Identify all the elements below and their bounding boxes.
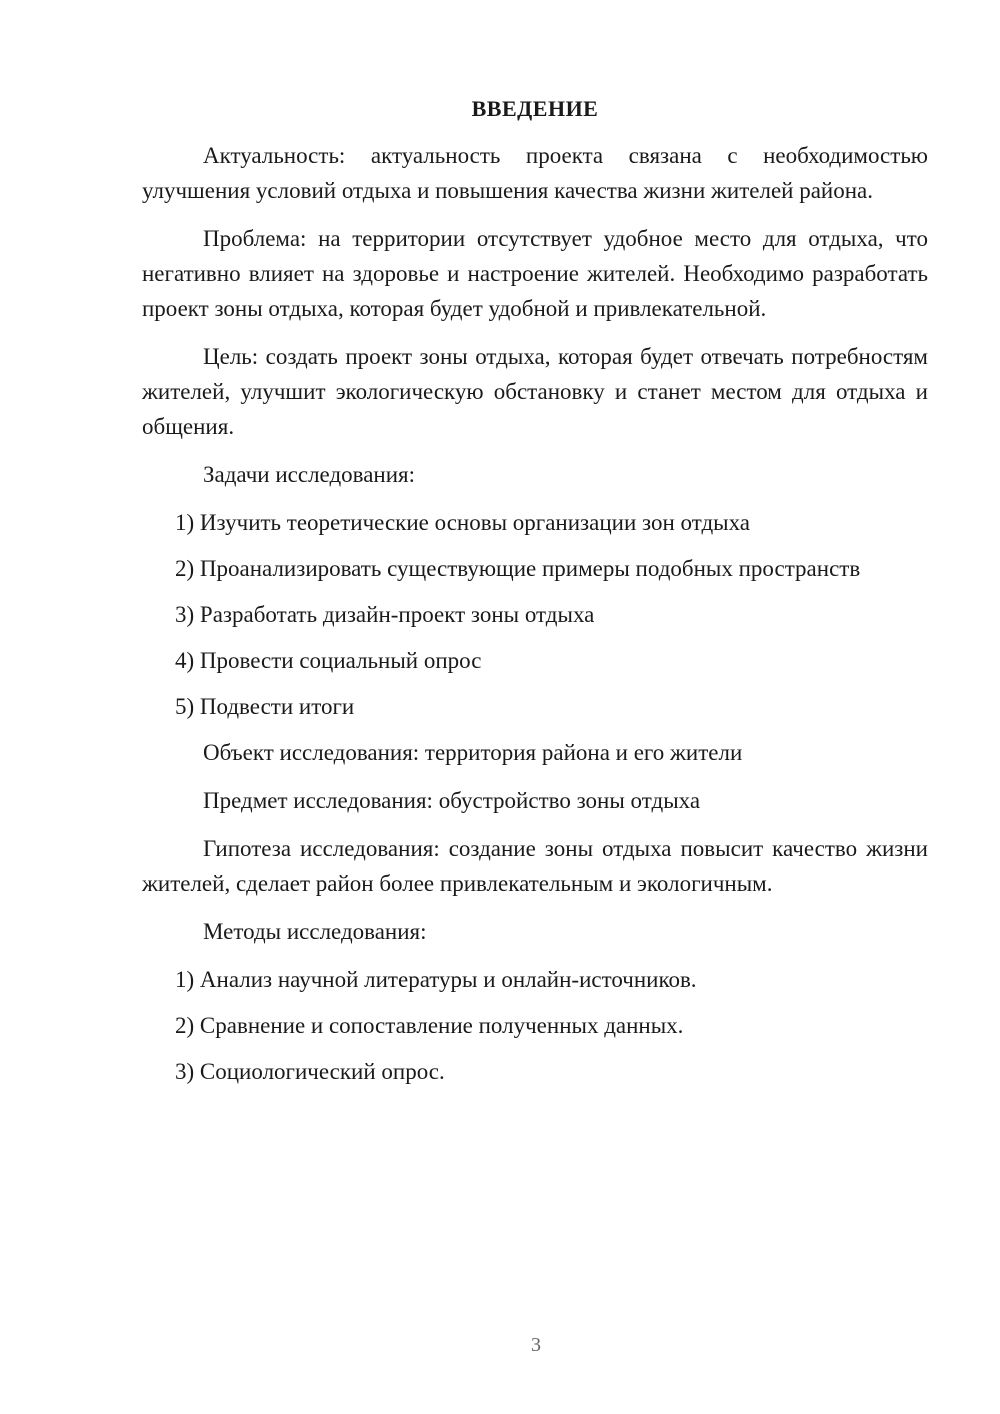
task-item: 3) Разработать дизайн-проект зоны отдыха <box>175 602 595 627</box>
section-title: ВВЕДЕНИЕ <box>471 96 599 121</box>
document-page <box>142 92 928 1100</box>
task-item: 2) Проанализировать существующие примеры подобных пространств <box>175 556 861 581</box>
tasks-heading: Задачи исследования: <box>203 462 416 487</box>
hypothesis-paragraph: Гипотеза исследования: создание зоны отдыха повысит качество жизни жителей, сделает район более привлекательным и экологичным. <box>142 836 928 896</box>
task-item: 4) Провести социальный опрос <box>175 648 482 673</box>
method-item: 1) Анализ научной литературы и онлайн-источников. <box>175 967 697 992</box>
task-item: 5) Подвести итоги <box>175 694 355 719</box>
actuality-paragraph: Актуальность: актуальность проекта связана с необходимостью улучшения условий отдыха и повышения качества жизни жителей района. <box>142 143 928 203</box>
object-paragraph: Объект исследования: территория района и его жители <box>203 740 743 765</box>
problem-paragraph: Проблема: на территории отсутствует удобное место для отдыха, что негативно влияет на здоровье и настроение жителей. Необходимо разработать проект зоны отдыха, которая будет удобной и привлекательной. <box>142 226 928 321</box>
task-item: 1) Изучить теоретические основы организации зон отдыха <box>175 510 751 535</box>
goal-paragraph: Цель: создать проект зоны отдыха, которая будет отвечать потребностям жителей, улучшит экологическую обстановку и станет местом для отдыха и общения. <box>142 344 928 439</box>
subject-paragraph: Предмет исследования: обустройство зоны отдыха <box>203 788 701 813</box>
methods-heading: Методы исследования: <box>203 919 427 944</box>
method-item: 2) Сравнение и сопоставление полученных данных. <box>175 1013 684 1038</box>
method-item: 3) Социологический опрос. <box>175 1059 445 1084</box>
page-number: 3 <box>531 1334 541 1356</box>
